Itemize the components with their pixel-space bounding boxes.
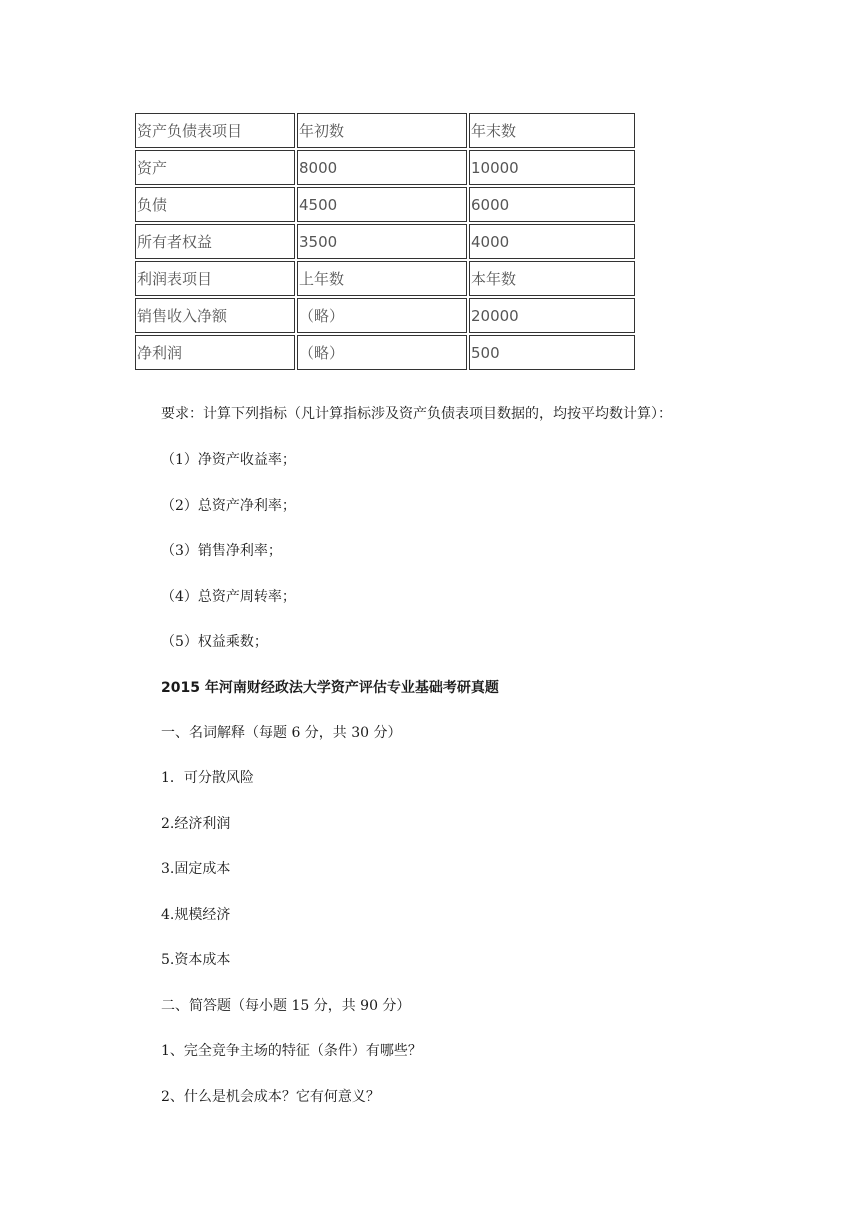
table-cell: 负债	[135, 187, 295, 222]
section-heading: 二、简答题（每小题 15 分，共 90 分）	[161, 998, 411, 1014]
table-cell: （略）	[297, 298, 467, 333]
table-cell: 所有者权益	[135, 224, 295, 259]
table-row	[135, 150, 635, 185]
list-item: （1）净资产收益率；	[161, 452, 296, 468]
table-cell: 净利润	[135, 335, 295, 370]
list-item: （3）销售净利率；	[161, 543, 282, 559]
table-cell: 4000	[469, 224, 635, 259]
table-cell: 20000	[469, 298, 635, 333]
list-item: （4）总资产周转率；	[161, 589, 296, 605]
list-item: 2.经济利润	[161, 816, 231, 832]
table-cell: 本年数	[469, 261, 635, 296]
list-item: 4.规模经济	[161, 907, 231, 923]
table-cell: 资产负债表项目	[135, 113, 295, 148]
table-cell: 利润表项目	[135, 261, 295, 296]
table-row	[135, 261, 635, 296]
section-heading: 一、名词解释（每题 6 分，共 30 分）	[161, 725, 402, 741]
table-cell: 年末数	[469, 113, 635, 148]
table-row	[135, 224, 635, 259]
exam-title: 2015 年河南财经政法大学资产评估专业基础考研真题	[161, 680, 499, 696]
table-cell: 10000	[469, 150, 635, 185]
table-cell: 3500	[297, 224, 467, 259]
table-row	[135, 113, 635, 148]
table-row	[135, 298, 635, 333]
list-item: （5）权益乘数；	[161, 634, 268, 650]
table-cell: 6000	[469, 187, 635, 222]
table-cell: 8000	[297, 150, 467, 185]
requirement-text: 要求：计算下列指标（凡计算指标涉及资产负债表项目数据的，均按平均数计算）：	[161, 406, 672, 422]
list-item: 1、完全竞争主场的特征（条件）有哪些？	[161, 1043, 422, 1059]
table-cell: 上年数	[297, 261, 467, 296]
table-cell: 资产	[135, 150, 295, 185]
financial-data-table	[133, 111, 637, 372]
table-cell: 年初数	[297, 113, 467, 148]
table-row	[135, 187, 635, 222]
list-item: 3.固定成本	[161, 861, 231, 877]
table-cell: 500	[469, 335, 635, 370]
list-item: 2、什么是机会成本？它有何意义？	[161, 1089, 380, 1105]
table-row	[135, 335, 635, 370]
list-item: 1．可分散风险	[161, 770, 254, 786]
table-cell: 销售收入净额	[135, 298, 295, 333]
list-item: （2）总资产净利率；	[161, 498, 296, 514]
table-cell: （略）	[297, 335, 467, 370]
list-item: 5.资本成本	[161, 952, 231, 968]
table-cell: 4500	[297, 187, 467, 222]
